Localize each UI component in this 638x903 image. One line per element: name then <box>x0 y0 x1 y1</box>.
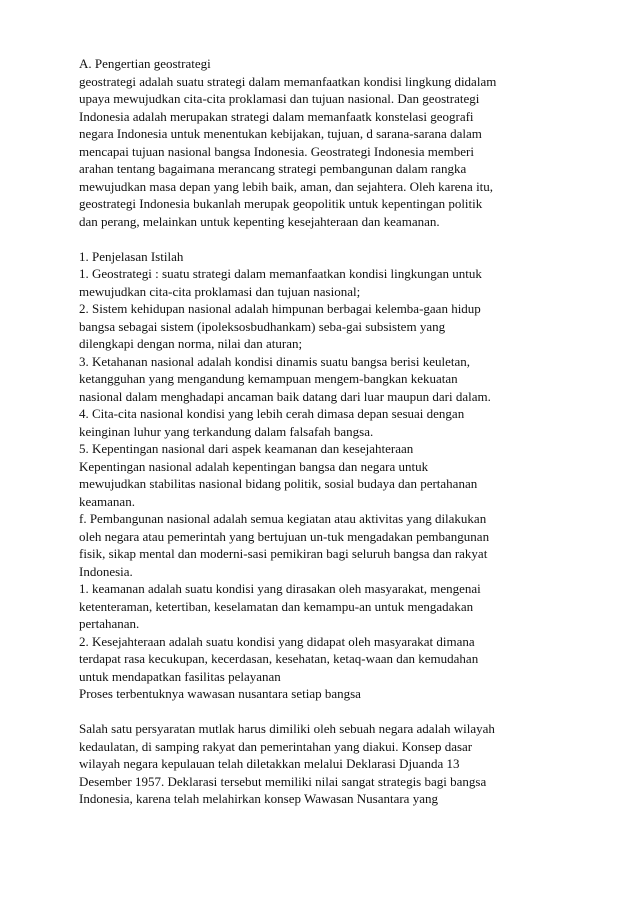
paragraph-line: 1. keamanan adalah suatu kondisi yang dirasakan oleh masyarakat, mengenai <box>79 581 481 596</box>
section-a-heading: A. Pengertian geostrategi <box>79 56 211 71</box>
paragraph-line: 1. Geostrategi : suatu strategi dalam memanfaatkan kondisi lingkungan untuk <box>79 266 482 281</box>
paragraph-gap <box>79 230 579 248</box>
paragraph-line: nasional dalam menghadapi ancaman baik datang dari luar maupun dari dalam. <box>79 388 491 404</box>
paragraph-line: bangsa sebagai sistem (ipoleksosbudhankam) seba-gai subsistem yang <box>79 318 446 334</box>
paragraph-line: dan perang, melainkan untuk kepenting kesejahteraan dan keamanan. <box>79 213 440 229</box>
paragraph-line: kedaulatan, di samping rakyat dan pemerintahan yang diakui. Konsep dasar <box>79 738 473 754</box>
paragraph-line: arahan tentang bagaimana merancang strategi pembangunan dalam rangka <box>79 161 467 176</box>
section-last <box>79 720 579 808</box>
paragraph-line: dilengkapi dengan norma, nilai dan aturan; <box>79 336 303 351</box>
paragraph-line: geostrategi Indonesia bukanlah merupak geopolitik untuk kepentingan politik <box>79 196 483 211</box>
paragraph-line: ketenteraman, ketertiban, keselamatan dan kemampu-an untuk mengadakan <box>79 598 474 614</box>
paragraph-line: Indonesia, karena telah melahirkan konsep Wawasan Nusantara yang <box>79 791 438 806</box>
section-a <box>79 55 579 230</box>
paragraph-line: mencapai tujuan nasional bangsa Indonesia. Geostrategi Indonesia memberi <box>79 143 474 159</box>
paragraph-line: mewujudkan masa depan yang lebih baik, aman, dan sejahtera. Oleh karena itu, <box>79 178 494 194</box>
paragraph-line: 5. Kepentingan nasional dari aspek keamanan dan kesejahteraan <box>79 441 414 456</box>
section-1-heading: 1. Penjelasan Istilah <box>79 248 184 264</box>
paragraph-line: Desember 1957. Deklarasi tersebut memiliki nilai sangat strategis bagi bangsa <box>79 773 487 789</box>
paragraph-line: 2. Kesejahteraan adalah suatu kondisi yang didapat oleh masyarakat dimana <box>79 633 475 649</box>
paragraph-line: oleh negara atau pemerintah yang bertujuan un-tuk mengadakan pembangunan <box>79 528 490 544</box>
paragraph-line: fisik, sikap mental dan moderni-sasi pemikiran bagi seluruh bangsa dan rakyat <box>79 546 488 561</box>
paragraph-line: keamanan. <box>79 493 135 509</box>
paragraph-line: wilayah negara kepulauan telah diletakkan melalui Deklarasi Djuanda 13 <box>79 756 460 771</box>
paragraph-line: f. Pembangunan nasional adalah semua kegiatan atau aktivitas yang dilakukan <box>79 511 487 526</box>
paragraph-line: keinginan luhur yang terkandung dalam falsafah bangsa. <box>79 423 374 439</box>
paragraph-line: mewujudkan stabilitas nasional bidang politik, sosial budaya dan pertahanan <box>79 476 478 491</box>
document-body <box>79 55 579 808</box>
paragraph-line: untuk mendapatkan fasilitas pelayanan <box>79 668 281 684</box>
section-1 <box>79 248 579 703</box>
paragraph-line: terdapat rasa kecukupan, kecerdasan, kesehatan, ketaq-waan dan kemudahan <box>79 651 479 666</box>
paragraph-line: Salah satu persyaratan mutlak harus dimiliki oleh sebuah negara adalah wilayah <box>79 721 495 736</box>
paragraph-line: mewujudkan cita-cita proklamasi dan tujuan nasional; <box>79 283 361 299</box>
paragraph-line: Kepentingan nasional adalah kepentingan bangsa dan negara untuk <box>79 458 429 474</box>
paragraph-line: Proses terbentuknya wawasan nusantara setiap bangsa <box>79 686 361 701</box>
paragraph-gap <box>79 703 579 721</box>
paragraph-line: ketangguhan yang mengandung kemampuan mengem-bangkan kekuatan <box>79 371 458 386</box>
paragraph-line: Indonesia. <box>79 563 133 579</box>
paragraph-line: geostrategi adalah suatu strategi dalam memanfaatkan kondisi lingkung didalam <box>79 73 497 89</box>
paragraph-line: 4. Cita-cita nasional kondisi yang lebih cerah dimasa depan sesuai dengan <box>79 406 465 421</box>
paragraph-line: 2. Sistem kehidupan nasional adalah himpunan berbagai kelemba-gaan hidup <box>79 301 481 316</box>
paragraph-line: pertahanan. <box>79 616 140 631</box>
paragraph-line: Indonesia adalah merupakan strategi dalam memanfaatk konstelasi geografi <box>79 108 474 124</box>
paragraph-line: negara Indonesia untuk menentukan kebijakan, tujuan, d sarana-sarana dalam <box>79 126 482 141</box>
paragraph-line: 3. Ketahanan nasional adalah kondisi dinamis suatu bangsa berisi keuletan, <box>79 353 470 369</box>
paragraph-line: upaya mewujudkan cita-cita proklamasi dan tujuan nasional. Dan geostrategi <box>79 91 480 106</box>
